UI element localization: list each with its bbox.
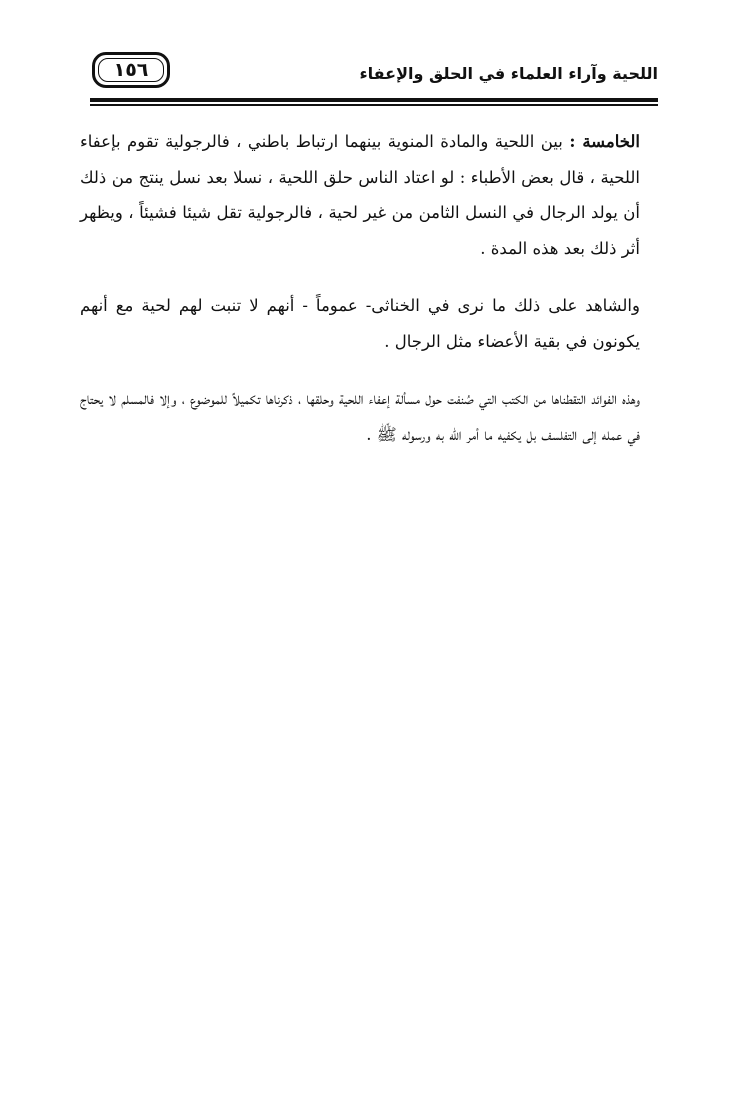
- page-number-badge: [92, 52, 170, 88]
- paragraph-1: [80, 124, 640, 266]
- page-number: ١٥٦: [113, 59, 149, 81]
- running-title: اللحية وآراء العلماء في الحلق والإعفاء: [359, 64, 658, 83]
- paragraph-2: والشاهد على ذلك ما نرى في الخناثى- عموماً - أنهم لا تنبت لهم لحية مع أنهم يكونون في بقية الأعضاء مثل الرجال .: [80, 296, 640, 351]
- page-header: [80, 52, 658, 100]
- page-body: [80, 124, 640, 452]
- header-rule-thin: [90, 104, 658, 106]
- paragraph-1-text: بين اللحية والمادة المنوية بينهما ارتباط باطني ، فالرجولية تقوم بإعفاء اللحية ، قال بعض الأطباء : لو اعتاد الناس حلق اللحية ، نسلا بعد نسل ينتج من ذلك أن يولد الرجال في النسل الثامن من غير لحية ، فالرجولية تقل شيئا فشيئاً ، ويظهر أثر ذلك بعد هذه المدة .: [80, 132, 640, 258]
- paragraph-3: وهذه الفوائد التقطناها من الكتب التي صُنفت حول مسألة إعفاء اللحية وحلقها ، ذكرناها تكميلاً للموضوع ، وإلا فالمسلم لا يحتاج في عمله إلى التفلسف بل يكفيه ما أمر الله به ورسوله ﷺ .: [80, 389, 640, 444]
- header-rule-thick: [90, 98, 658, 102]
- paragraph-1-lead: الخامسة :: [569, 132, 641, 151]
